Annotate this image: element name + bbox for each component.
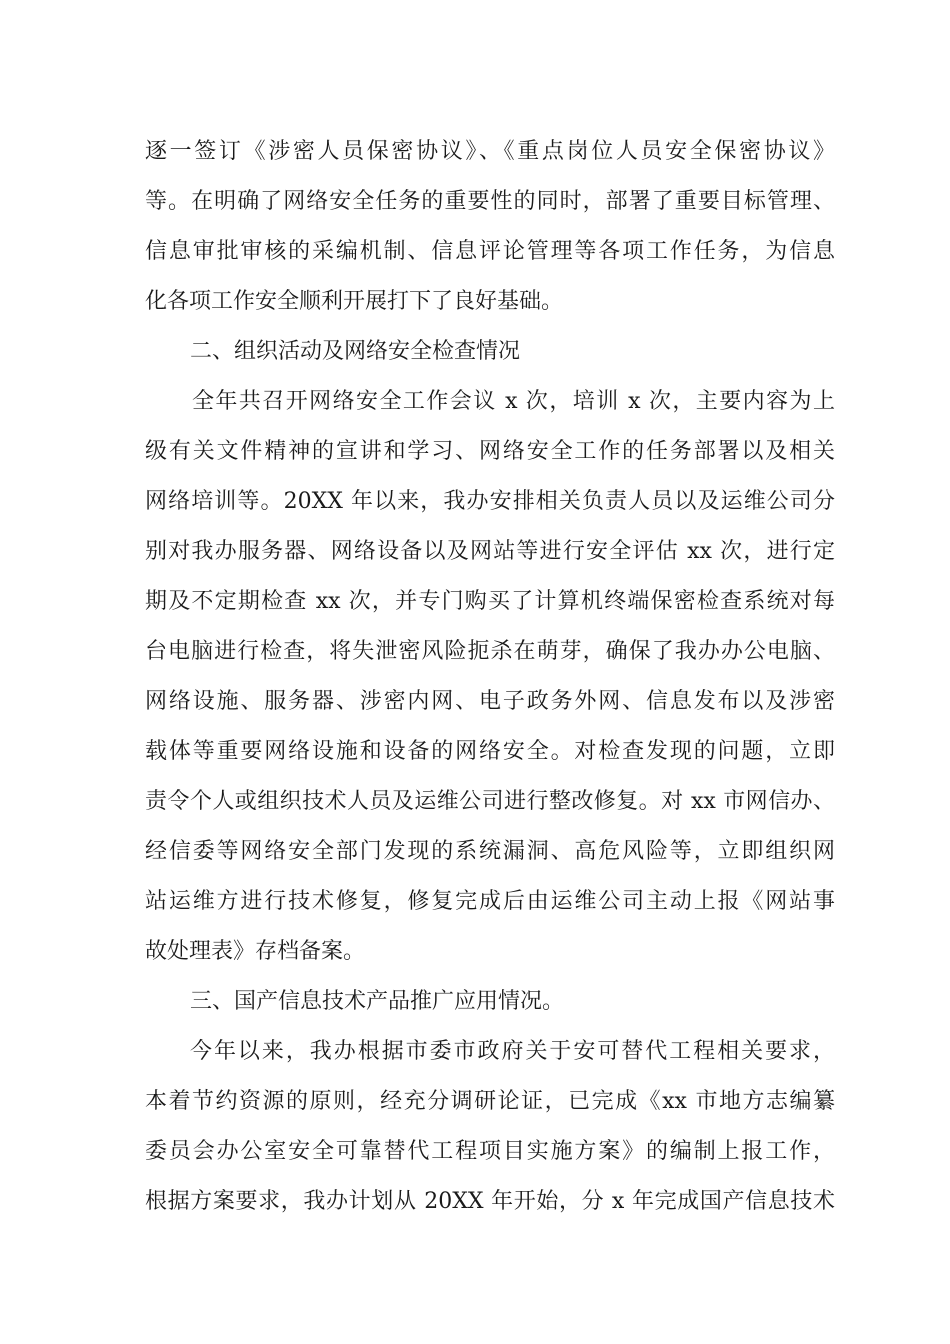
paragraph-line: 委员会办公室安全可靠替代工程项目实施方案》的编制上报工作， [145, 1139, 835, 1164]
paragraph-line: 等。在明确了网络安全任务的重要性的同时，部署了重要目标管理、 [145, 189, 835, 214]
paragraph-line: 根据方案要求，我办计划从 20XX 年开始，分 x 年完成国产信息技术 [145, 1189, 835, 1214]
section-heading: 三、国产信息技术产品推广应用情况。 [190, 989, 565, 1014]
paragraph-line: 今年以来，我办根据市委市政府关于安可替代工程相关要求， [190, 1039, 835, 1064]
paragraph-line: 级有关文件精神的宣讲和学习、网络安全工作的任务部署以及相关 [145, 439, 835, 464]
paragraph-line: 全年共召开网络安全工作会议 x 次，培训 x 次，主要内容为上 [192, 389, 835, 414]
paragraph-line: 化各项工作安全顺利开展打下了良好基础。 [145, 289, 564, 314]
paragraph-line: 别对我办服务器、网络设备以及网站等进行安全评估 xx 次，进行定 [145, 539, 835, 564]
paragraph-line: 站运维方进行技术修复，修复完成后由运维公司主动上报《网站事 [145, 889, 835, 914]
paragraph-line: 本着节约资源的原则，经充分调研论证，已完成《xx 市地方志编纂 [145, 1089, 835, 1114]
paragraph-line: 网络设施、服务器、涉密内网、电子政务外网、信息发布以及涉密 [145, 689, 835, 714]
paragraph-line: 信息审批审核的采编机制、信息评论管理等各项工作任务，为信息 [145, 239, 835, 264]
paragraph-line: 经信委等网络安全部门发现的系统漏洞、高危风险等，立即组织网 [145, 839, 835, 864]
paragraph-line: 期及不定期检查 xx 次，并专门购买了计算机终端保密检查系统对每 [145, 589, 835, 614]
paragraph-line: 故处理表》存档备案。 [145, 939, 366, 964]
paragraph-line: 逐一签订《涉密人员保密协议》、《重点岗位人员安全保密协议》 [145, 139, 835, 164]
paragraph-line: 载体等重要网络设施和设备的网络安全。对检查发现的问题，立即 [145, 739, 835, 764]
section-heading: 二、组织活动及网络安全检查情况 [190, 339, 521, 364]
paragraph-line: 责令个人或组织技术人员及运维公司进行整改修复。对 xx 市网信办、 [145, 789, 835, 814]
paragraph-line: 网络培训等。20XX 年以来，我办安排相关负责人员以及运维公司分 [145, 489, 835, 514]
paragraph-line: 台电脑进行检查，将失泄密风险扼杀在萌芽，确保了我办办公电脑、 [145, 639, 835, 664]
